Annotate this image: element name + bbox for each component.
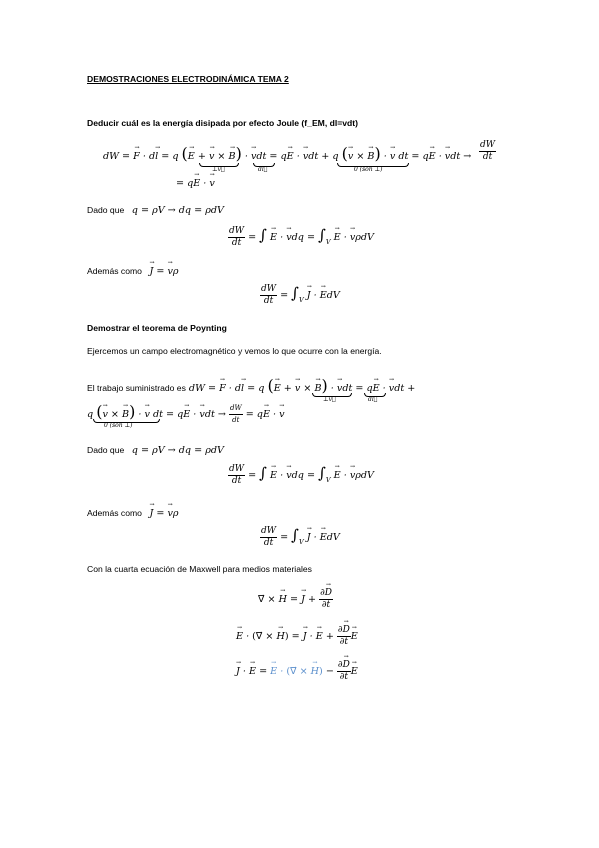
document-heading: DEMOSTRACIONES ELECTRODINÁMICA TEMA 2 [87, 74, 289, 84]
ademas-text: Además como [87, 266, 142, 276]
trabajo-text: El trabajo suministrado es [87, 383, 186, 393]
section2-intro: Ejercemos un campo electromagnético y vemos lo que ocurre con la energía. [87, 346, 382, 356]
equation-ampere-maxwell: ∇⃗ × H → = J → + ∂D → ∂t [258, 581, 332, 610]
equation-power-integral-2: $\frac{dW}{dt}$ = ∫ E → · v → dq = $\int_V$ E → · v → ρdV [229, 463, 374, 486]
equation-work-expansion: dW = F → · dl → = q (E → + v → × B → ) · v → dt = qE → · v → dt + q (v → × B → ) · v → dt = qE → · v → dt → [103, 144, 472, 163]
annotation-dl-2: dl⃗ [368, 396, 378, 403]
equation-work-continued: q (v → × B → ) · v → dt = qE → · v → dt → $\frac{dW}{dt}$ = qE → · v → [87, 402, 285, 424]
maxwell-text: Con la cuarta ecuación de Maxwell para medios materiales [87, 564, 312, 574]
fraction-dw-dt: $\frac{dW}{dt}$ [480, 140, 496, 162]
equation-joule-integral-2: $\frac{dW}{dt}$ = $\int_V$ J → · E → dV [261, 525, 340, 548]
section1-title: Deducir cuál es la energía disipada por efecto Joule (f_EM, dl=vdt) [87, 118, 359, 128]
highlighted-term: E → · (∇⃗ × H → ) [270, 659, 323, 677]
annotation-zero: 0 (son ⊥) [354, 166, 383, 173]
trabajo-line: El trabajo suministrado es dW = F → · dl → = q (E → + v → × B → ) · v → dt = qE → · v → dt + [87, 376, 416, 395]
dado-que-line: Dado que q = ρV → dq = ρdV [87, 205, 224, 216]
ademas-line: Además como J → = v → ρ [87, 259, 179, 277]
annotation-perp-v: ⊥v⃗ [212, 166, 225, 173]
dado-que-text: Dado que [87, 205, 125, 215]
section2-title: Demostrar el teorema de Poynting [87, 323, 227, 333]
ademas-line-2: Además como J → = v → ρ [87, 501, 179, 519]
equation-qEv: = qE → · v → [176, 171, 215, 189]
equation-dot-E: E → · (∇⃗ × H → ) = J → · E → + ∂D → ∂t E → [236, 618, 358, 647]
equation-power-integral: $\frac{dW}{dt}$ = ∫ E → · v → dq = $\int_V$ E → · v → ρdV [229, 225, 374, 248]
equation-joule-integral: $\frac{dW}{dt}$ = $\int_V$ J → · E → dV [261, 283, 340, 306]
annotation-zero-2: 0 (son ⊥) [104, 422, 133, 429]
equation-JE: J → · E → = E → · (∇⃗ × H → ) − ∂D → ∂t E → [236, 653, 358, 682]
dado-que-text-2: Dado que [87, 445, 125, 455]
ademas-text-2: Además como [87, 508, 142, 518]
annotation-perp-v-2: ⊥v⃗ [323, 396, 336, 403]
dado-que-line-2: Dado que q = ρV → dq = ρdV [87, 445, 224, 456]
annotation-dl: dl⃗ [258, 166, 268, 173]
